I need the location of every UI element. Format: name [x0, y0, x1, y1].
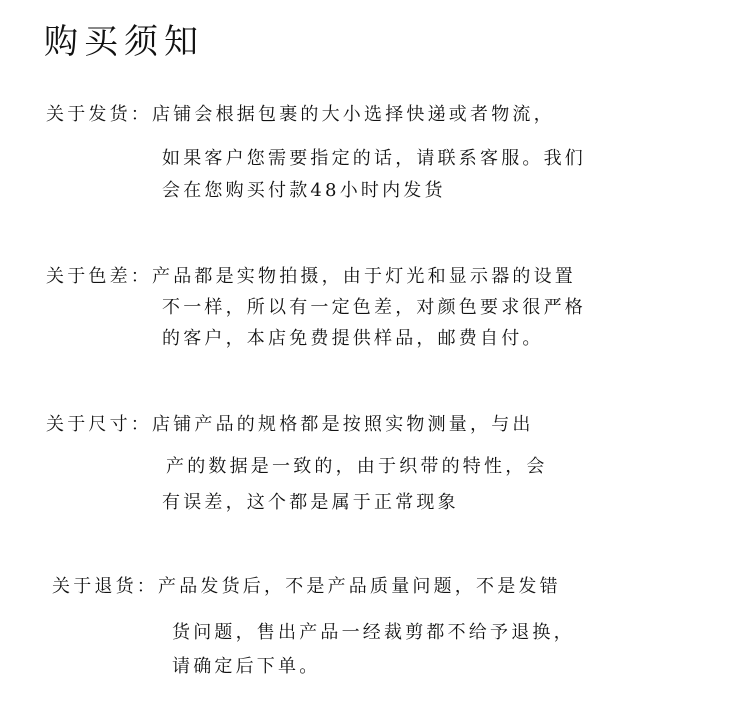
- section-return-first-line: [52, 576, 561, 598]
- section-size-line-3: 有误差，这个都是属于正常现象: [162, 492, 459, 513]
- section-color-first-line: [46, 266, 576, 288]
- section-color-label: 关于色差：: [46, 266, 152, 287]
- section-return-line-2: 货问题，售出产品一经裁剪都不给予退换，: [172, 622, 575, 643]
- section-size-label: 关于尺寸：: [46, 414, 152, 435]
- section-return-line-1: 产品发货后，不是产品质量问题，不是发错: [158, 576, 561, 597]
- section-shipping-label: 关于发货：: [46, 104, 152, 125]
- section-color-line-3: 的客户，本店免费提供样品，邮费自付。: [162, 328, 544, 349]
- section-shipping-line-2: 如果客户您需要指定的话，请联系客服。我们: [162, 148, 586, 169]
- section-shipping-first-line: [46, 104, 555, 126]
- section-return-line-3: 请确定后下单。: [172, 656, 321, 677]
- section-color-line-1: 产品都是实物拍摄，由于灯光和显示器的设置: [152, 266, 576, 287]
- section-color-line-2: 不一样，所以有一定色差，对颜色要求很严格: [162, 297, 586, 318]
- section-return-label: 关于退货：: [52, 576, 158, 597]
- section-shipping-line-1: 店铺会根据包裹的大小选择快递或者物流，: [152, 104, 555, 125]
- section-size-line-2: 产的数据是一致的，由于织带的特性，会: [166, 456, 548, 477]
- section-shipping-line-3: 会在您购买付款48小时内发货: [162, 180, 446, 201]
- section-size-line-1: 店铺产品的规格都是按照实物测量，与出: [152, 414, 534, 435]
- page-title: 购买须知: [44, 22, 204, 62]
- section-size-first-line: [46, 414, 534, 436]
